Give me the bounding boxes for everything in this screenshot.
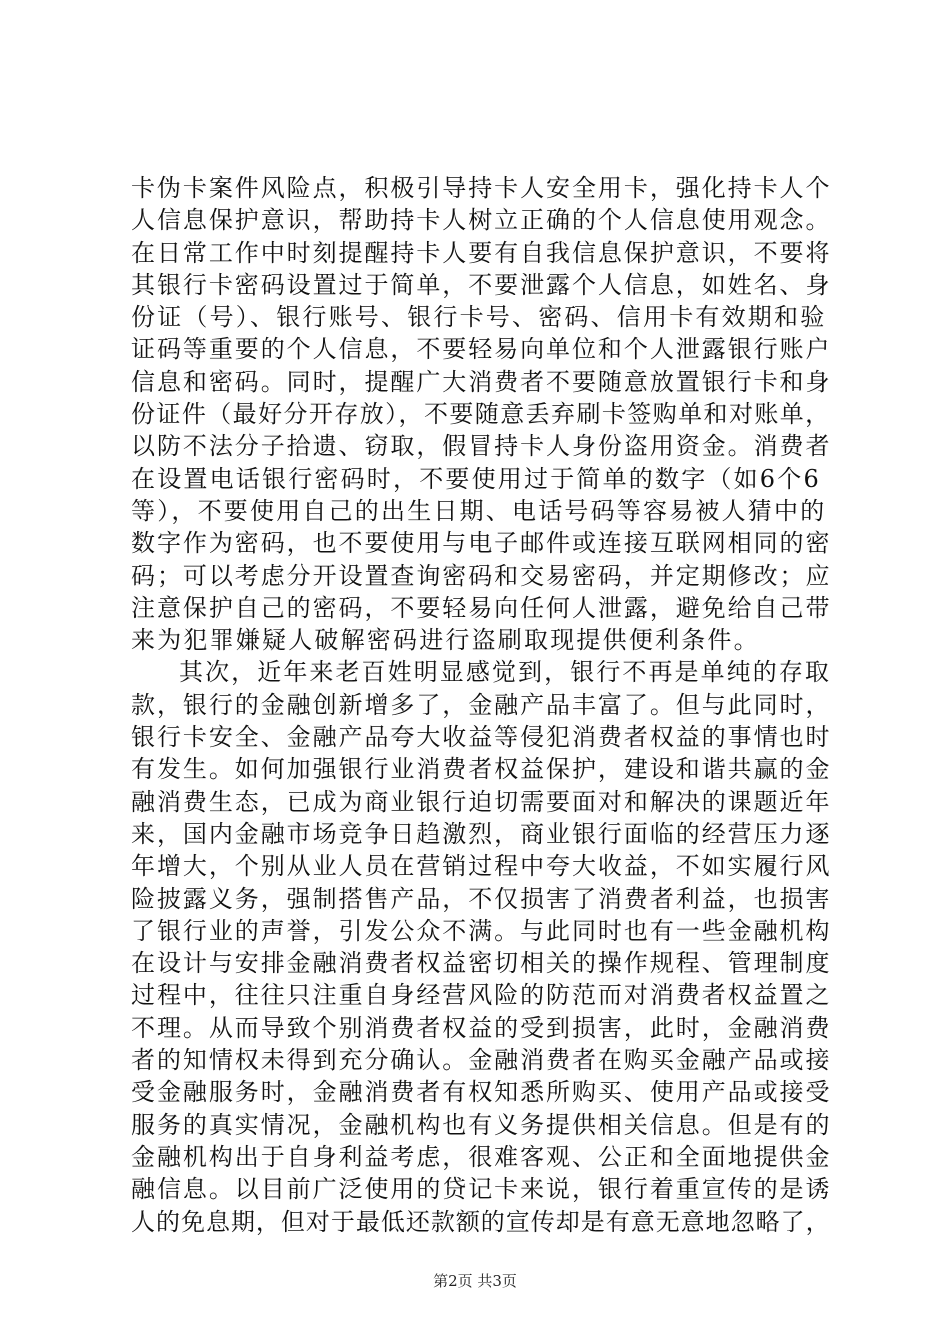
- text-line: 信息和密码。同时，提醒广大消费者不要随意放置银行卡和身: [131, 367, 832, 396]
- text-line: 其次，近年来老百姓明显感觉到，银行不再是单纯的存取: [179, 658, 831, 687]
- text-line: 在日常工作中时刻提醒持卡人要有自我信息保护意识，不要将: [131, 238, 832, 267]
- text-line: 服务的真实情况，金融机构也有义务提供相关信息。但是有的: [131, 1110, 832, 1139]
- text-line: 不理。从而导致个别消费者权益的受到损害，此时，金融消费: [131, 1013, 832, 1042]
- text-line: 码；可以考虑分开设置查询密码和交易密码，并定期修改；应: [131, 561, 832, 590]
- text-line: 年增大，个别从业人员在营销过程中夸大收益，不如实履行风: [131, 852, 832, 881]
- text-line: 过程中，往往只注重自身经营风险的防范而对消费者权益置之: [131, 981, 832, 1010]
- text-line: 证码等重要的个人信息，不要轻易向单位和个人泄露银行账户: [131, 335, 832, 364]
- text-line: 以防不法分子拾遗、窃取，假冒持卡人身份盗用资金。消费者: [131, 432, 832, 461]
- text-line: 份证（号）、银行账号、银行卡号、密码、信用卡有效期和验: [131, 303, 827, 332]
- text-line: 融消费生态，已成为商业银行迫切需要面对和解决的课题近年: [131, 787, 832, 816]
- text-line: 款，银行的金融创新增多了，金融产品丰富了。但与此同时，: [131, 690, 832, 719]
- text-line: 来为犯罪嫌疑人破解密码进行盗刷取现提供便利条件。: [131, 626, 760, 655]
- text-line: 数字作为密码，也不要使用与电子邮件或连接互联网相同的密: [131, 529, 832, 558]
- text-line: 人的免息期，但对于最低还款额的宣传却是有意无意地忽略了，: [131, 1207, 831, 1236]
- text-line: 注意保护自己的密码，不要轻易向任何人泄露，避免给自己带: [131, 593, 832, 622]
- text-line: 在设置电话银行密码时，不要使用过于简单的数字（如6个6: [131, 464, 821, 493]
- text-line: 银行卡安全、金融产品夸大收益等侵犯消费者权益的事情也时: [131, 723, 832, 752]
- text-line: 金融机构出于自身利益考虑，很难客观、公正和全面地提供金: [131, 1142, 832, 1171]
- text-line: 卡伪卡案件风险点，积极引导持卡人安全用卡，强化持卡人个: [131, 174, 832, 202]
- text-line: 者的知情权未得到充分确认。金融消费者在购买金融产品或接: [131, 1046, 832, 1075]
- text-line: 受金融服务时，金融消费者有权知悉所购买、使用产品或接受: [131, 1078, 832, 1107]
- text-line: 在设计与安排金融消费者权益密切相关的操作规程、管理制度: [131, 949, 832, 978]
- text-line: 份证件（最好分开存放），不要随意丢弃刷卡签购单和对账单，: [131, 400, 831, 429]
- page-footer: 第2页 共3页: [433, 1272, 517, 1290]
- text-line: 等），不要使用自己的出生日期、电话号码等容易被人猜中的: [131, 496, 827, 525]
- body-text: [131, 172, 831, 1238]
- text-line: 来，国内金融市场竞争日趋激烈，商业银行面临的经营压力逐: [131, 819, 832, 848]
- text-line: 有发生。如何加强银行业消费者权益保护，建设和谐共赢的金: [131, 755, 832, 784]
- text-line: 其银行卡密码设置过于简单，不要泄露个人信息，如姓名、身: [131, 270, 832, 299]
- text-line: 险披露义务，强制搭售产品，不仅损害了消费者利益，也损害: [131, 884, 832, 913]
- text-line: 了银行业的声誉，引发公众不满。与此同时也有一些金融机构: [131, 916, 832, 945]
- text-line: 人信息保护意识，帮助持卡人树立正确的个人信息使用观念。: [131, 206, 832, 235]
- text-line: 融信息。以目前广泛使用的贷记卡来说，银行着重宣传的是诱: [131, 1175, 832, 1204]
